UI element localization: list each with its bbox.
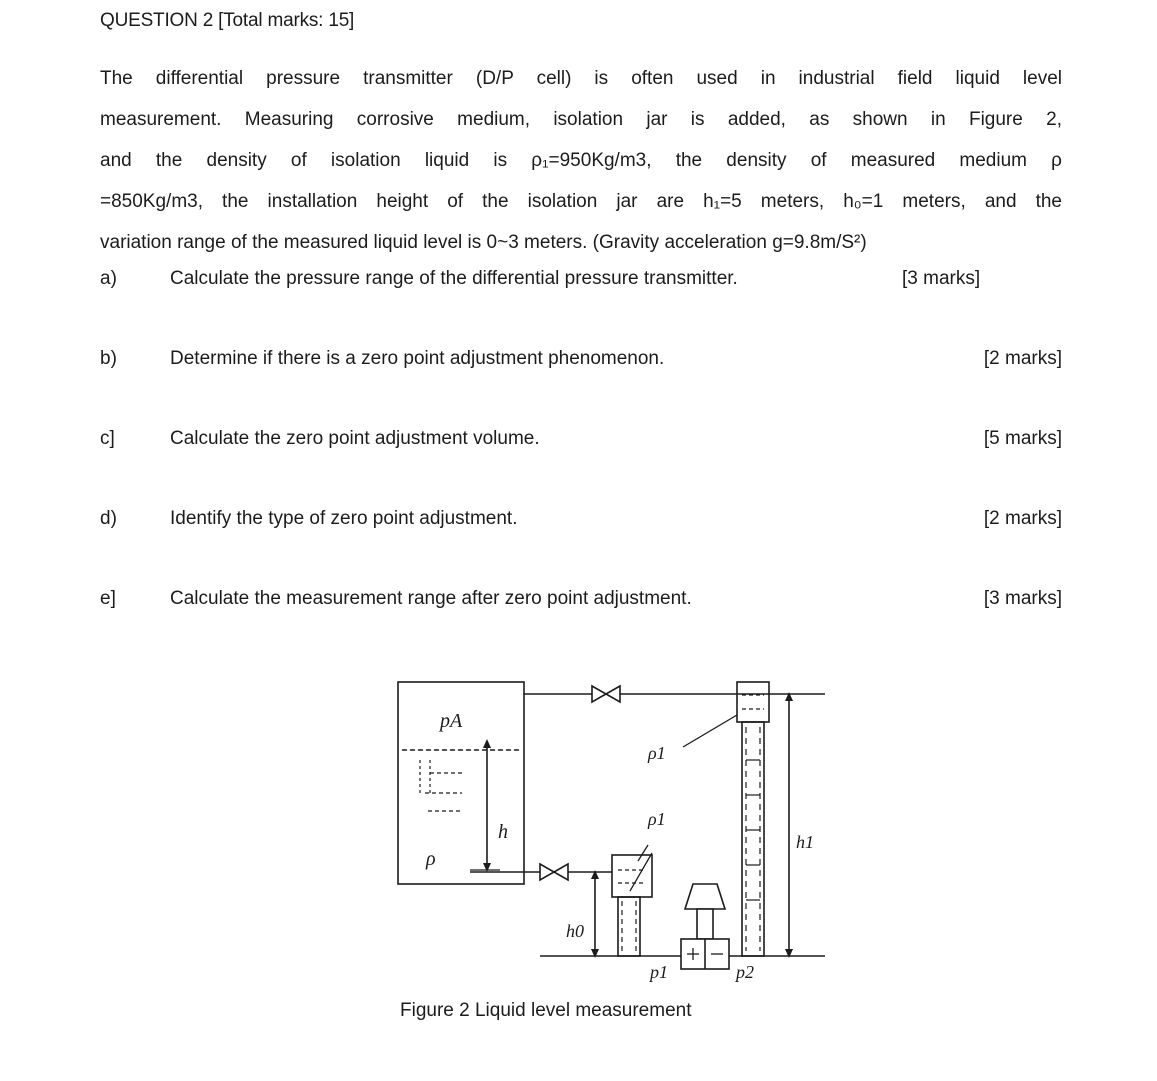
label-h: h	[498, 821, 508, 843]
part-marks: [2 marks]	[983, 508, 1062, 529]
label-rho: ρ	[426, 848, 436, 870]
figure-caption: Figure 2 Liquid level measurement	[400, 1000, 692, 1021]
part-marks: [3 marks]	[983, 588, 1062, 609]
question-paragraph	[100, 58, 1062, 263]
right-impulse-tube	[742, 722, 764, 956]
part-a	[100, 268, 1062, 298]
transmitter-head	[685, 884, 725, 909]
part-text: Identify the type of zero point adjustment.	[170, 508, 518, 529]
part-e	[100, 588, 1062, 618]
label-p2: p2	[736, 962, 754, 982]
part-b	[100, 348, 1062, 378]
upper-isolation-jar	[737, 682, 769, 722]
lower-isolation-jar	[612, 855, 652, 897]
paragraph-line: The differential pressure transmitter (D/P cell) is often used in industrial field liquid level	[100, 68, 1062, 89]
part-letter: a)	[100, 268, 117, 289]
left-impulse-tube	[618, 897, 640, 956]
upper-valve	[592, 686, 606, 702]
part-text: Calculate the measurement range after zero point adjustment.	[170, 588, 692, 609]
label-rho1-upper: ρ1	[648, 743, 666, 763]
part-letter: b)	[100, 348, 117, 369]
part-marks: [2 marks]	[983, 348, 1062, 369]
part-letter: c]	[100, 428, 115, 449]
paragraph-line: measurement. Measuring corrosive medium, isolation jar is added, as shown in Figure 2,	[100, 109, 1062, 130]
paragraph-line: variation range of the measured liquid level is 0~3 meters. (Gravity acceleration g=9.8m/S²)	[100, 232, 867, 253]
paragraph-line: and the density of isolation liquid is ρ₁=950Kg/m3, the density of measured medium ρ	[100, 150, 1062, 171]
liquid-level-figure	[380, 665, 840, 995]
part-text: Determine if there is a zero point adjustment phenomenon.	[170, 348, 665, 369]
part-marks: [3 marks]	[902, 268, 981, 289]
label-h0: h0	[566, 921, 584, 941]
label-h1: h1	[796, 832, 814, 852]
question-title: QUESTION 2 [Total marks: 15]	[100, 10, 355, 31]
part-text: Calculate the pressure range of the differential pressure transmitter.	[170, 268, 738, 289]
label-pA: pA	[440, 710, 463, 732]
lower-valve	[540, 864, 554, 880]
part-text: Calculate the zero point adjustment volume.	[170, 428, 540, 449]
part-letter: d)	[100, 508, 117, 529]
label-p1: p1	[650, 962, 668, 982]
part-letter: e]	[100, 588, 116, 609]
part-marks: [5 marks]	[983, 428, 1062, 449]
label-rho1-lower: ρ1	[648, 809, 666, 829]
part-c	[100, 428, 1062, 458]
paragraph-line: =850Kg/m3, the installation height of the isolation jar are h₁=5 meters, h₀=1 meters, and the	[100, 191, 1062, 212]
part-d	[100, 508, 1062, 538]
